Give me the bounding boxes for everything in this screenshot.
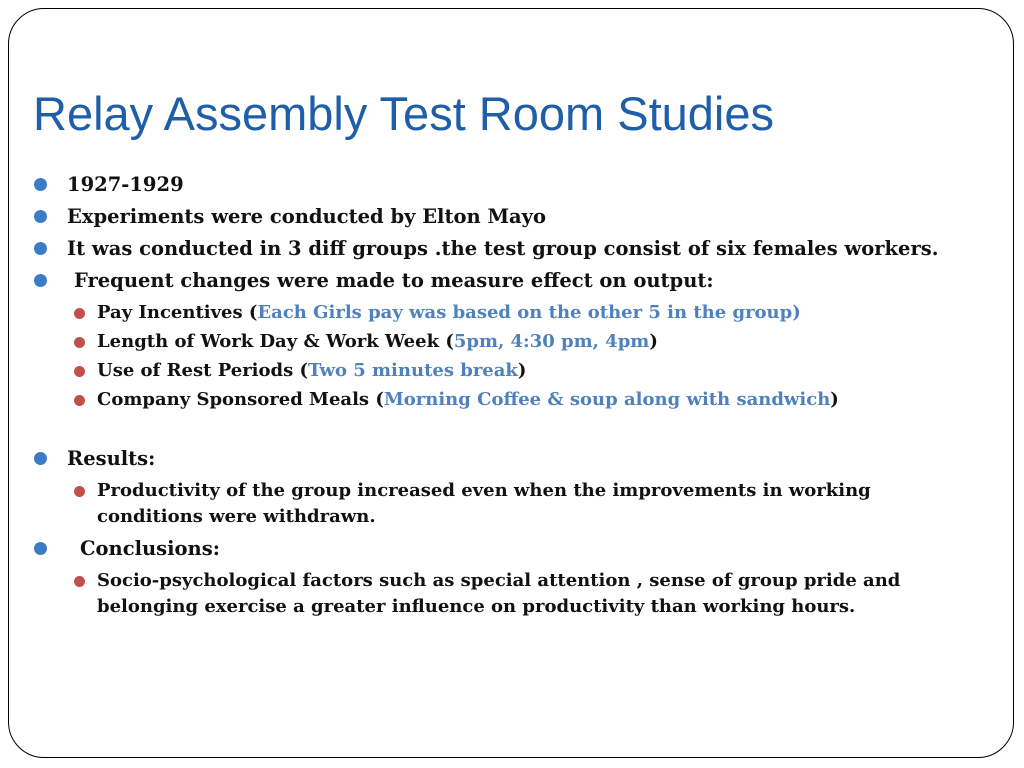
change-detail: Each Girls pay was based on the other 5 in the group	[257, 302, 793, 323]
bullet-text: 1927-1929	[67, 173, 184, 196]
change-detail: Morning Coffee & soup along with sandwich	[383, 389, 831, 410]
bullet-dot-icon	[34, 274, 47, 287]
bullet-text: Results:	[67, 447, 156, 470]
slide-title: Relay Assembly Test Room Studies	[33, 87, 775, 140]
bullet-text: Conclusions:	[80, 537, 220, 560]
sub-bullet-dot-icon	[74, 366, 85, 377]
change-close: )	[792, 302, 801, 323]
sub-bullet-dot-icon	[74, 337, 85, 348]
change-close: )	[649, 331, 658, 352]
bullet-groups	[34, 236, 964, 262]
bullet-text: It was conducted in 3 diff groups .the test group consist of six females workers.	[67, 237, 939, 260]
change-close: )	[830, 389, 839, 410]
bullet-dot-icon	[34, 542, 47, 555]
slide-body	[34, 172, 964, 623]
change-label: Length of Work Day & Work Week (	[97, 331, 454, 352]
list-item-change	[34, 300, 964, 326]
list-item-change	[34, 358, 964, 384]
bullet-dot-icon	[34, 178, 47, 191]
change-close: )	[517, 360, 527, 381]
bullet-text: Frequent changes were made to measure effect on output:	[74, 269, 714, 292]
sub-bullet-dot-icon	[74, 486, 85, 497]
list-item-change	[34, 387, 964, 413]
bullet-text: Experiments were conducted by Elton Mayo	[67, 205, 547, 228]
bullet-conclusions	[34, 536, 964, 562]
sub-bullet-dot-icon	[74, 576, 85, 587]
change-label: Use of Rest Periods (	[97, 360, 309, 381]
result-text: Productivity of the group increased even when the improvements in working conditions were withdrawn.	[97, 480, 871, 527]
conclusion-text: Socio-psychological factors such as special attention , sense of group pride and belonging exercise a greater influence on productivity than working hours.	[97, 570, 901, 617]
bullet-dot-icon	[34, 210, 47, 223]
change-label: Company Sponsored Meals (	[97, 389, 384, 410]
list-item-change	[34, 329, 964, 355]
bullet-conducted-by	[34, 204, 964, 230]
bullet-dot-icon	[34, 452, 47, 465]
list-item-result	[34, 478, 964, 530]
spacer	[34, 416, 964, 446]
bullet-years	[34, 172, 964, 198]
bullet-frequent-changes	[34, 268, 964, 294]
change-detail: Two 5 minutes break	[308, 360, 518, 381]
change-detail: 5pm, 4:30 pm, 4pm	[453, 331, 650, 352]
sub-bullet-dot-icon	[74, 395, 85, 406]
sub-bullet-dot-icon	[74, 308, 85, 319]
change-label: Pay Incentives (	[97, 302, 258, 323]
bullet-dot-icon	[34, 242, 47, 255]
list-item-conclusion	[34, 568, 964, 620]
bullet-results	[34, 446, 964, 472]
